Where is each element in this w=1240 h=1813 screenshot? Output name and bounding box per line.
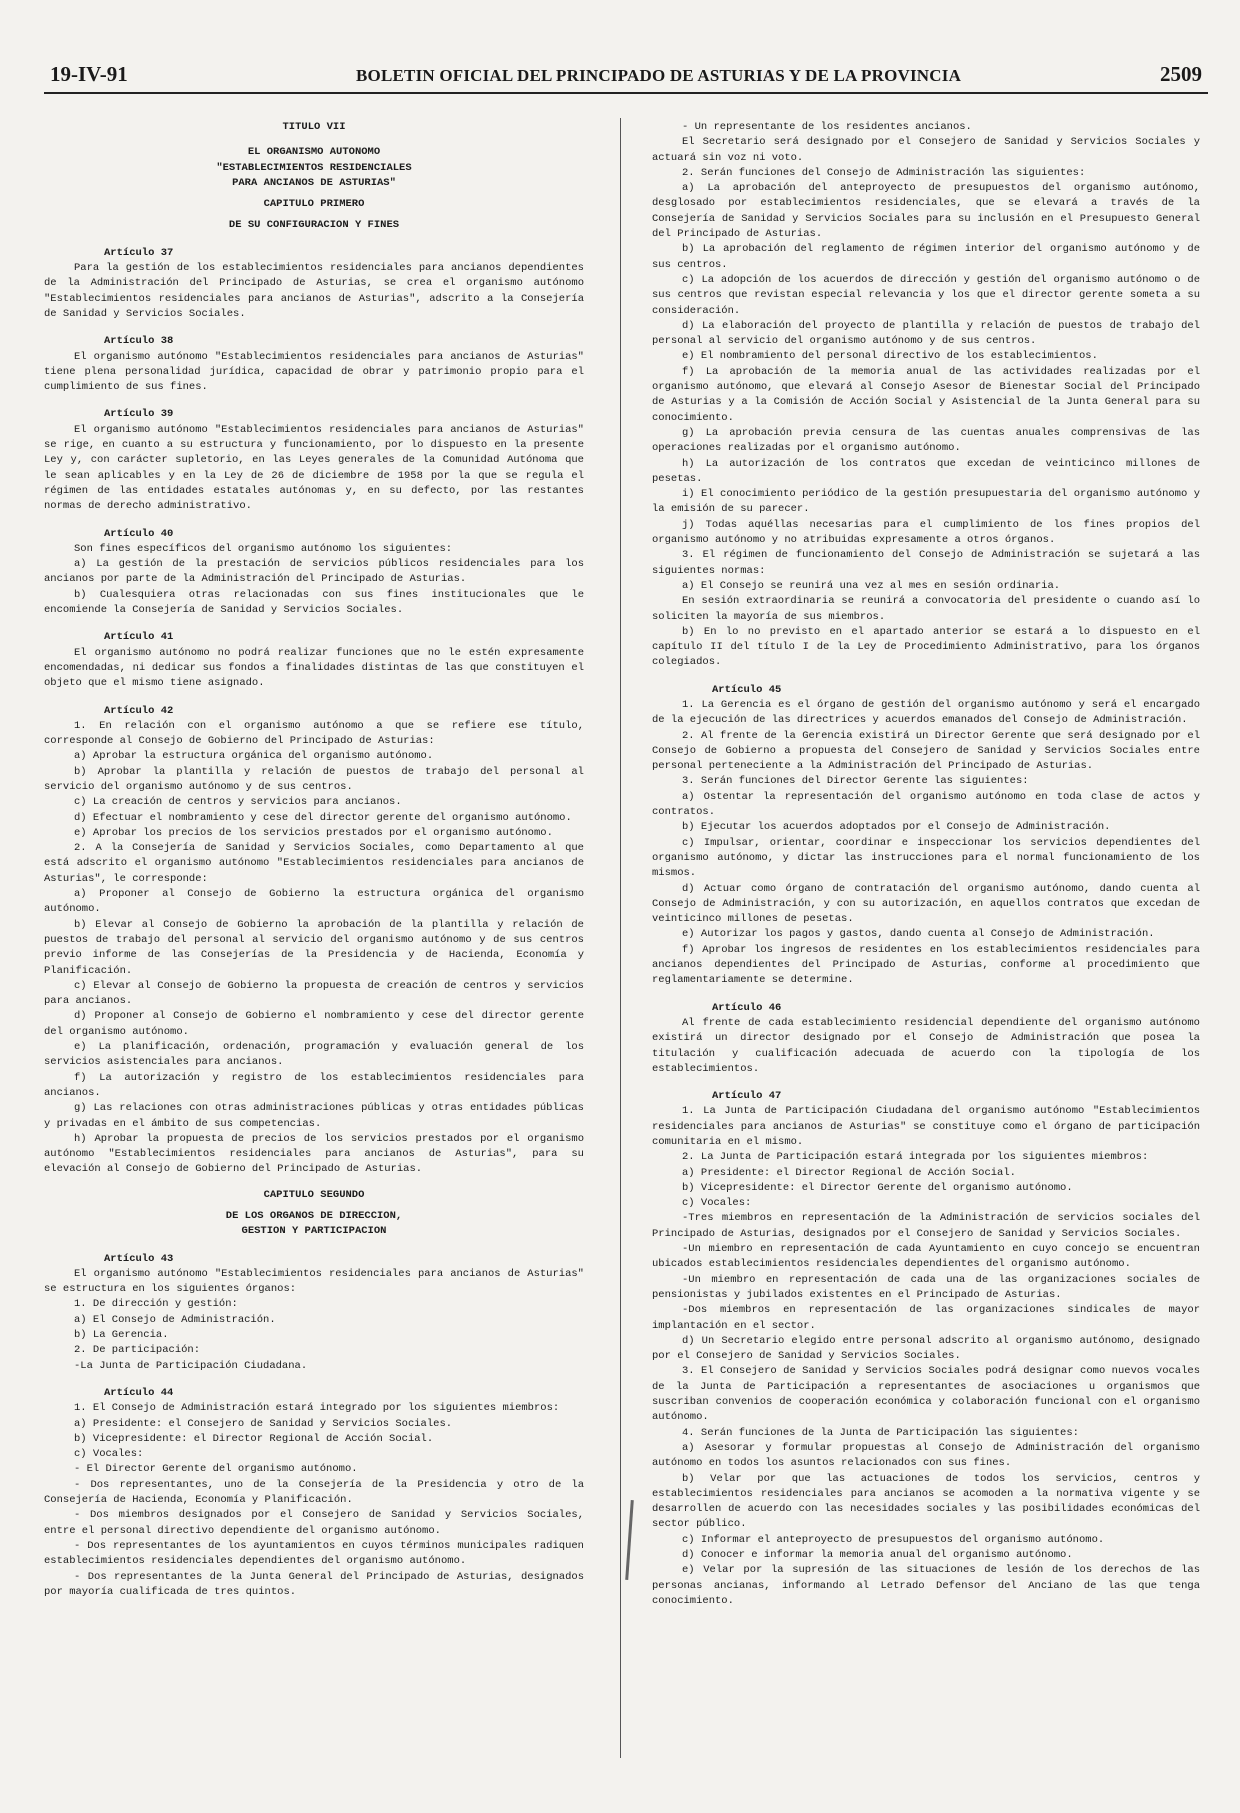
article-paragraph: El organismo autónomo "Establecimientos residenciales para ancianos de Asturias" tiene plena personalidad jurídica, capacidad de obrar y patrimonio propio para el cumplimiento de sus fines. — [44, 350, 584, 394]
article-paragraph: Al frente de cada establecimiento residencial dependiente del organismo autónomo existirá un director designado por el Consejo de Administración que posea la titulación y cualificación adecuada de acuerdo con la tipología de los establecimientos. — [652, 1016, 1200, 1075]
article-heading: Artículo 42 — [104, 704, 174, 717]
article-item: - Dos representantes, uno de la Consejería de la Presidencia y otro de la Consejería de Hacienda, Economía y Planificación. — [44, 1478, 584, 1507]
article-item: a) La aprobación del anteproyecto de presupuestos del organismo autónomo, desglosado por establecimientos residenciales, que se elevará a través de la Consejería de Sanidad y Servicios Sociales para su inclusión en el Presupuesto General del Principado de Asturias. — [652, 182, 1200, 241]
article-item: b) La Gerencia. — [74, 1329, 169, 1342]
article-paragraph: 4. Serán funciones de la Junta de Participación las siguientes: — [682, 1426, 1079, 1439]
article-item: d) Efectuar el nombramiento y cese del director gerente del organismo autónomo. — [74, 811, 572, 824]
article-item: a) Aprobar la estructura orgánica del organismo autónomo. — [74, 750, 434, 763]
title-heading: TITULO VII — [282, 121, 346, 133]
chapter-heading: CAPITULO PRIMERO — [263, 198, 365, 211]
article-paragraph: Son fines específicos del organismo autónomo los siguientes: — [74, 542, 453, 555]
page-header — [44, 58, 1208, 94]
column-divider — [620, 118, 621, 1758]
article-item: - Dos representantes de la Junta General del Principado de Asturias, designados por mayoría cualificada de tres quintos. — [44, 1570, 584, 1598]
article-item: b) Velar por que las actuaciones de todos los servicios, centros y establecimientos residenciales para ancianos se acomoden a la normativa vigente y se desarrollen de acuerdo con las necesidades sociales y las posibilidades económicas del sector público. — [652, 1472, 1200, 1531]
article-item: - El Director Gerente del organismo autónomo. — [74, 1463, 358, 1476]
article-heading: Artículo 46 — [712, 1001, 782, 1014]
article-heading: Artículo 44 — [104, 1386, 174, 1399]
article-heading: Artículo 39 — [104, 408, 174, 421]
article-item: h) La autorización de los contratos que excedan de veinticinco millones de pesetas. — [652, 457, 1200, 485]
article-paragraph: 3. El régimen de funcionamiento del Consejo de Administración se sujetará a las siguientes normas: — [652, 549, 1200, 577]
article-item: c) Informar el anteproyecto de presupuestos del organismo autónomo. — [682, 1533, 1105, 1546]
org-heading-line1: EL ORGANISMO AUTONOMO — [247, 146, 381, 159]
article-item: c) Vocales: — [74, 1448, 144, 1461]
article-item: b) En lo no previsto en el apartado anterior se estará a lo dispuesto en el capítulo II del título I de la Ley de Procedimiento Administrativo, para los órganos colegiados. — [652, 625, 1200, 669]
article-item: a) Ostentar la representación del organismo autónomo en toda clase de actos y contratos. — [652, 790, 1200, 819]
article-heading: Artículo 40 — [104, 527, 174, 540]
article-item: i) El conocimiento periódico de la gestión presupuestaria del organismo autónomo y la emisión de su parecer. — [652, 488, 1200, 516]
header-date: 19-IV-91 — [50, 62, 128, 86]
article-heading: Artículo 37 — [104, 246, 174, 259]
article-item: e) La planificación, ordenación, programación y evaluación general de los servicios asistenciales para ancianos. — [44, 1041, 584, 1069]
article-item: c) La adopción de los acuerdos de dirección y gestión del organismo autónomo o de sus centros que revistan especial relevancia y los que el director gerente someta a su consideración. — [652, 273, 1200, 317]
article-item: 2. De participación: — [74, 1344, 201, 1357]
org-heading-line2: "ESTABLECIMIENTOS RESIDENCIALES — [216, 161, 412, 174]
article-item: b) Vicepresidente: el Director Gerente del organismo autónomo. — [682, 1181, 1073, 1194]
article-item: f) Aprobar los ingresos de residentes en los establecimientos residenciales para ancianos dependientes del Principado de Asturias, conforme al procedimiento que reglamentariamente se determine. — [652, 943, 1200, 987]
article-heading: Artículo 41 — [104, 631, 174, 644]
article-heading: Artículo 45 — [712, 683, 782, 696]
article-heading: Artículo 47 — [712, 1090, 782, 1103]
article-item: d) Conocer e informar la memoria anual del organismo autónomo. — [682, 1549, 1073, 1562]
article-paragraph: El organismo autónomo "Establecimientos residenciales para ancianos de Asturias" se estructura en los siguientes órganos: — [44, 1267, 584, 1296]
article-item: En sesión extraordinaria se reunirá a convocatoria del presidente o cuando así lo soliciten la mayoría de sus miembros. — [652, 595, 1200, 623]
article-item: f) La aprobación de la memoria anual de las actividades realizadas por el organismo autónomo, que elevará al Consejo Asesor de Bienestar Social del Principado de Asturias y a la Comisión de Acción Social y Asistencial de la Junta General para su conocimiento. — [652, 365, 1200, 424]
article-heading: Artículo 43 — [104, 1252, 174, 1265]
article-item: - Dos miembros designados por el Consejero de Sanidad y Servicios Sociales, entre el personal directivo dependiente del organismo autónomo. — [44, 1509, 584, 1537]
article-paragraph: 3. El Consejero de Sanidad y Servicios Sociales podrá designar como nuevos vocales de la Junta de Participación a representantes de asociaciones u organismos que suscriban convenios de cooperación económica y colaboración funcional con el organismo autónomo. — [652, 1365, 1200, 1424]
article-item: j) Todas aquéllas necesarias para el cumplimiento de los fines propios del organismo autónomo y no atribuidas expresamente a otros órganos. — [652, 518, 1200, 547]
article-item: b) Ejecutar los acuerdos adoptados por el Consejo de Administración. — [682, 821, 1111, 834]
article-item: b) La aprobación del reglamento de régimen interior del organismo autónomo y de sus centros. — [652, 243, 1200, 271]
article-item: -La Junta de Participación Ciudadana. — [74, 1359, 308, 1372]
chapter-subheading-line2: GESTION Y PARTICIPACION — [241, 1225, 387, 1238]
article-item: a) El Consejo de Administración. — [74, 1313, 276, 1326]
article-paragraph: 3. Serán funciones del Director Gerente las siguientes: — [682, 775, 1029, 788]
article-item: e) El nombramiento del personal directivo de los establecimientos. — [682, 350, 1098, 363]
article-paragraph: El Secretario será designado por el Consejero de Sanidad y Servicios Sociales y actuará sin voz ni voto. — [652, 136, 1200, 164]
article-item: a) Presidente: el Consejero de Sanidad y Servicios Sociales. — [74, 1417, 453, 1430]
article-item: d) Un Secretario elegido entre personal adscrito al organismo autónomo, designado por el Consejero de Sanidad y Servicios Sociales. — [652, 1334, 1200, 1363]
article-item: c) Impulsar, orientar, coordinar e inspeccionar los servicios dependientes del organismo autónomo, y dictar las instrucciones para el normal funcionamiento de los mismos. — [652, 836, 1200, 880]
article-item: h) Aprobar la propuesta de precios de los servicios prestados por el organismo autónomo "Establecimientos residenciales para ancianos de Asturias", para su elevación al Consejo de Gobierno del Principado de Asturias. — [44, 1132, 584, 1176]
article-paragraph: 1. La Gerencia es el órgano de gestión del organismo autónomo y será el encargado de la ejecución de las directrices y acuerdos emanados del Consejo de Administración. — [652, 698, 1200, 727]
article-item: e) Velar por la supresión de las situaciones de lesión de los derechos de las personas ancianas, informando al Letrado Defensor del Anciano de las que tenga conocimiento. — [652, 1564, 1200, 1607]
article-paragraph: 2. La Junta de Participación estará integrada por los siguientes miembros: — [682, 1151, 1149, 1164]
right-column — [652, 120, 1200, 1609]
article-paragraph: 2. Serán funciones del Consejo de Administración las siguientes: — [682, 166, 1086, 179]
chapter-subheading: DE SU CONFIGURACION Y FINES — [228, 219, 400, 232]
article-item: b) Vicepresidente: el Director Regional de Acción Social. — [74, 1432, 434, 1445]
article-item: f) La autorización y registro de los establecimientos residenciales para ancianos. — [44, 1071, 584, 1099]
article-item: -Tres miembros en representación de la Administración de servicios sociales del Principado de Asturias, designados por el Consejero de Sanidad y Servicios Sociales. — [652, 1212, 1200, 1240]
article-item: a) Presidente: el Director Regional de Acción Social. — [682, 1166, 1016, 1179]
article-item: e) Aprobar los precios de los servicios prestados por el organismo autónomo. — [74, 826, 553, 839]
left-column — [44, 120, 584, 1600]
article-paragraph: Para la gestión de los establecimientos residenciales para ancianos dependientes de la Administración del Principado de Asturias, se crea el organismo autónomo "Establecimientos residenciales para ancianos de Asturias", adscrito a la Consejería de Sanidad y Servicios Sociales. — [44, 262, 584, 320]
article-item: -Dos miembros en representación de las organizaciones sindicales de mayor implantación en el sector. — [652, 1304, 1200, 1332]
article-item: b) Aprobar la plantilla y relación de puestos de trabajo del personal al servicio del organismo autónomo y de sus centros. — [44, 765, 584, 793]
article-item: a) La gestión de la prestación de servicios públicos residenciales para los ancianos por parte de la Administración del Principado de Asturias. — [44, 558, 584, 586]
article-item: g) Las relaciones con otras administraciones públicas y otras entidades públicas y privadas en el ámbito de sus competencias. — [44, 1102, 584, 1130]
article-paragraph: El organismo autónomo no podrá realizar funciones que no le estén expresamente encomendadas, ni dedicar sus fondos a finalidades distintas de las que constituyen el objeto que el mismo tiene asignado. — [44, 646, 584, 690]
article-paragraph: 2. Al frente de la Gerencia existirá un Director Gerente que será designado por el Consejo de Gobierno a propuesta del Consejero de Sanidad y Servicios Sociales entre personal perteneciente a la Administración del Principado de Asturias. — [652, 729, 1200, 773]
article-item: -Un miembro en representación de cada Ayuntamiento en cuyo concejo se encuentran ubicados establecimientos residenciales dependientes del organismo autónomo. — [652, 1243, 1200, 1271]
article-item: c) Elevar al Consejo de Gobierno la propuesta de creación de centros y servicios para ancianos. — [44, 979, 584, 1008]
pen-mark — [625, 1500, 634, 1580]
article-item: c) Vocales: — [682, 1197, 752, 1210]
article-item: g) La aprobación previa censura de las cuentas anuales comprensivas de las operaciones realizadas por el organismo autónomo. — [652, 426, 1200, 455]
article-item: - Un representante de los residentes ancianos. — [682, 121, 972, 133]
article-item: a) El Consejo se reunirá una vez al mes en sesión ordinaria. — [682, 579, 1061, 592]
org-heading-line3: PARA ANCIANOS DE ASTURIAS" — [232, 176, 396, 189]
header-page-number: 2509 — [1160, 62, 1202, 86]
chapter-heading: CAPITULO SEGUNDO — [263, 1188, 365, 1201]
article-item: a) Asesorar y formular propuestas al Consejo de Administración del organismo autónomo en todos los asuntos relacionados con sus fines. — [652, 1441, 1200, 1470]
article-item: 1. De dirección y gestión: — [74, 1298, 238, 1311]
article-heading: Artículo 38 — [104, 335, 174, 348]
chapter-subheading-line1: DE LOS ORGANOS DE DIRECCION, — [225, 1210, 403, 1222]
article-paragraph: 2. A la Consejería de Sanidad y Servicios Sociales, como Departamento al que está adscrito el organismo autónomo "Establecimientos residenciales para ancianos de Asturias", le corresponde: — [44, 842, 584, 885]
article-item: d) La elaboración del proyecto de plantilla y relación de puestos de trabajo del personal al servicio del organismo autónomo y de sus centros. — [652, 319, 1200, 348]
article-item: e) Autorizar los pagos y gastos, dando cuenta al Consejo de Administración. — [682, 928, 1155, 941]
article-item: d) Proponer al Consejo de Gobierno el nombramiento y cese del director gerente del organismo autónomo. — [44, 1010, 584, 1038]
article-item: b) Elevar al Consejo de Gobierno la aprobación de la plantilla y relación de puestos de trabajo del personal al servicio del organismo autónomo y de sus centros previo informe de las Consejerías de la Presidencia y de Hacienda, Economía y Planificación. — [44, 918, 584, 977]
article-item: d) Actuar como órgano de contratación del organismo autónomo, dando cuenta al Consejo de Administración, y con su autorización, en aquellos contratos que excedan de veinticinco millones de pesetas. — [652, 882, 1200, 926]
article-paragraph: 1. En relación con el organismo autónomo a que se refiere ese título, corresponde al Consejo de Gobierno del Principado de Asturias: — [44, 719, 584, 748]
header-title: BOLETIN OFICIAL DEL PRINCIPADO DE ASTURIAS Y DE LA PROVINCIA — [356, 66, 962, 85]
article-item: - Dos representantes de los ayuntamientos en cuyos términos municipales radiquen establecimientos residenciales dependientes del organismo autónomo. — [44, 1539, 584, 1568]
article-paragraph: 1. La Junta de Participación Ciudadana del organismo autónomo "Establecimientos residenciales para ancianos de Asturias" se constituye como el órgano de participación comunitaria en el mismo. — [652, 1105, 1200, 1148]
article-paragraph: El organismo autónomo "Establecimientos residenciales para ancianos de Asturias" se rige, en cuanto a su estructura y funcionamiento, por lo dispuesto en la presente Ley y, con carácter supletorio, en las Leyes generales de la Comunidad Autónoma que le sean aplicables y en la Ley de 26 de diciembre de 1958 por la que se regula el régimen de las entidades estatales autónomas y, en su defecto, por las restantes normas de derecho administrativo. — [44, 423, 584, 513]
article-item: -Un miembro en representación de cada una de las organizaciones sociales de pensionistas y jubilados existentes en el Principado de Asturias. — [652, 1273, 1200, 1301]
article-item: c) La creación de centros y servicios para ancianos. — [74, 796, 402, 809]
article-paragraph: 1. El Consejo de Administración estará integrado por los siguientes miembros: — [74, 1402, 560, 1415]
article-item: b) Cualesquiera otras relacionadas con sus fines institucionales que le encomiende la Consejería de Sanidad y Servicios Sociales. — [44, 588, 584, 617]
article-item: a) Proponer al Consejo de Gobierno la estructura orgánica del organismo autónomo. — [44, 888, 584, 916]
